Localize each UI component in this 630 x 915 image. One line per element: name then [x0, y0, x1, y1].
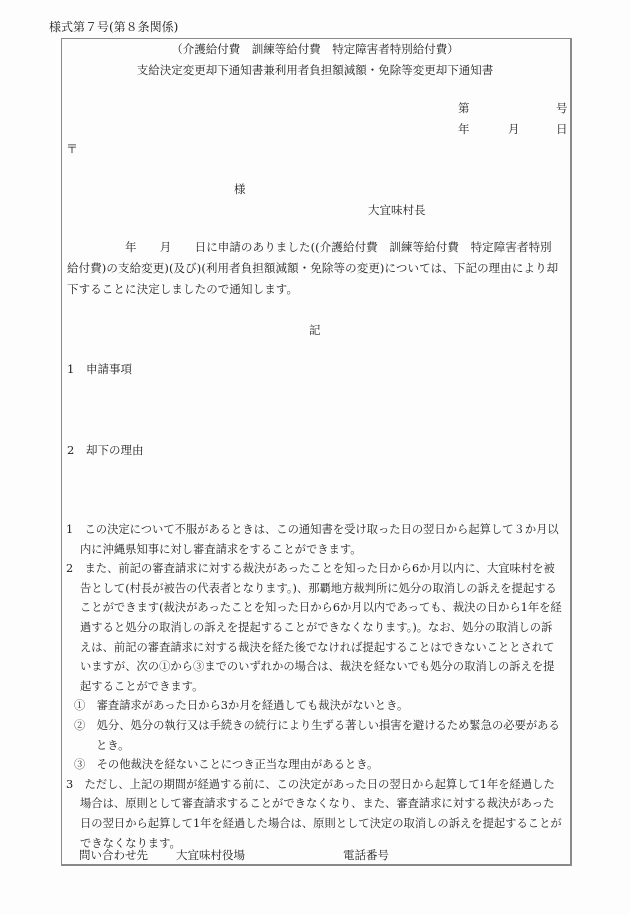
note-subitem: ① 審査請求があった日から3か月を経過しても裁決がないとき。 — [74, 699, 409, 713]
form-number: 様式第７号(第８条関係) — [49, 20, 179, 34]
date-day: 日 — [556, 122, 568, 136]
date-month: 月 — [508, 122, 520, 136]
appeal-notes — [66, 520, 562, 853]
note-subitem: ② 処分、処分の執行又は手続きの続行により生ずる著しい損害を避けるため緊急の必要があるとき。 — [74, 718, 560, 752]
body-text — [67, 237, 560, 300]
recipient-honorific: 様 — [234, 182, 246, 196]
document-title: 支給決定変更却下通知書兼利用者負担額減額・免除等変更却下通知書 — [136, 63, 494, 77]
contact-phone-label: 電話番号 — [343, 848, 389, 862]
postal-mark: 〒 — [66, 142, 79, 156]
note-item: 2 また、前記の審査請求に対する裁決があったことを知った日から6か月以内に、大宜味村を被告として(村長が被告の代表者となります。)、那覇地方裁判所に処分の取消しの訴えを提起することができます(裁決があったことを知った日から6か月以内であっても、裁決の日から1年を経過すると処分の取消しの訴えを提起することができなくなります。)。なお、処分の取消しの訴えは、前記の審査請求に対する裁決を経た後でなければ提起することはできないこととされていますが、次の①から③までのいずれかの場合は、裁決を経ないでも処分の取消しの訴えを提起することができます。 — [66, 562, 562, 693]
section-application-label: 申請事項 — [86, 362, 132, 376]
body-line: 給付費)の支給変更)(及び)(利用者負担額減額・免除等の変更)については、下記の理由により却 — [67, 261, 559, 275]
note-item: 3 ただし、上記の期間が経過する前に、この決定があった日の翌日から起算して1年を経過した場合は、原則として審査請求することができなくなり、また、審査請求に対する裁決があった日の翌日から起算して1年を経過した場合は、原則として決定の取消しの訴えを提起することができなくなります。 — [66, 777, 562, 850]
body-line: 年 月 日に申請のありました((介護給付費 訓練等給付費 特定障害者特別 — [67, 240, 552, 254]
date-year: 年 — [458, 122, 470, 136]
issuer: 大宜味村長 — [368, 203, 426, 217]
document-subtitle: （介護給付費 訓練等給付費 特定障害者特別給付費） — [171, 42, 459, 56]
doc-number-suffix: 号 — [556, 101, 568, 115]
ki-heading: 記 — [309, 323, 321, 337]
section-reason-number: 2 — [67, 443, 75, 457]
note-item: 1 この決定について不服があるときは、この通知書を受け取った日の翌日から起算して３か月以内に沖縄県知事に対し審査請求をすることができます。 — [66, 523, 559, 556]
contact-label: 問い合わせ先 — [79, 848, 148, 862]
doc-number-prefix: 第 — [458, 101, 470, 115]
section-reason-label: 却下の理由 — [86, 443, 144, 457]
body-line: 下することに決定しましたので通知します。 — [67, 282, 299, 296]
section-application-number: 1 — [67, 362, 75, 376]
contact-office: 大宜味村役場 — [176, 848, 245, 862]
note-subitem: ③ その他裁決を経ないことにつき正当な理由があるとき。 — [74, 758, 379, 772]
